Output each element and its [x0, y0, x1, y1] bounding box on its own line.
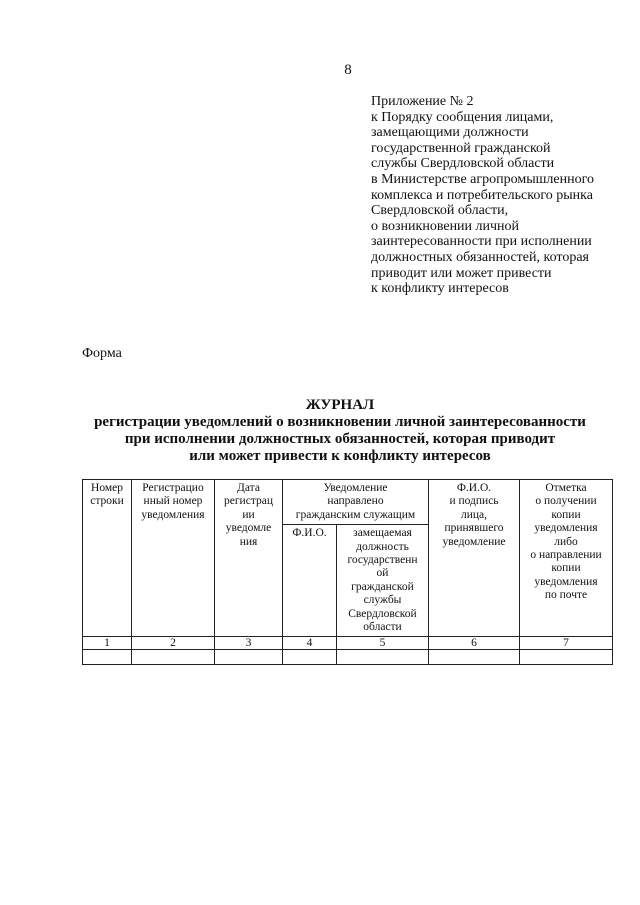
appendix-block [371, 94, 631, 297]
appendix-line: замещающими должности [371, 125, 529, 141]
header-text: копии [551, 508, 581, 521]
journal-title: ЖУРНАЛ [305, 397, 375, 413]
table-cell [520, 650, 613, 665]
table-cell [283, 650, 337, 665]
header-text: по почте [544, 589, 588, 602]
header-text: и подпись [449, 495, 499, 508]
appendix-line: к Порядку сообщения лицами, [371, 109, 554, 125]
appendix-line: в Министерстве агропромышленного [371, 171, 594, 187]
header-text: государственн [347, 554, 418, 567]
journal-subtitle-line: или может привести к конфликту интересов [189, 448, 491, 464]
appendix-line: приводит или может привести [371, 265, 552, 281]
header-text: Свердловской [348, 607, 417, 620]
header-text: уведомления [534, 522, 598, 535]
header-text: регистрац [223, 495, 273, 508]
header-sent-by-group [283, 480, 429, 525]
header-text: ии [242, 508, 255, 521]
header-text: направлено [327, 495, 384, 508]
header-text: Ф.И.О. [456, 482, 492, 494]
column-number: 5 [337, 637, 429, 650]
header-text: Номер [91, 482, 123, 494]
header-registration-number [132, 480, 215, 637]
appendix-line: должностных обязанностей, которая [371, 249, 589, 265]
header-copy-mark [520, 480, 613, 637]
column-number: 2 [132, 637, 215, 650]
column-number-row [83, 637, 613, 650]
column-number: 1 [83, 637, 132, 650]
header-text: Отметка [545, 482, 587, 494]
journal-table-wrapper [82, 479, 613, 665]
header-text: Регистрацио [142, 482, 204, 494]
header-text: гражданским служащим [295, 508, 416, 521]
header-text: либо [554, 535, 578, 548]
header-row [83, 480, 613, 525]
header-text: уведомления [534, 575, 598, 588]
header-text: о получении [535, 495, 597, 508]
table-cell [429, 650, 520, 665]
table-cell [215, 650, 283, 665]
journal-table [82, 479, 613, 665]
column-number: 4 [283, 637, 337, 650]
table-cell [83, 650, 132, 665]
appendix-line: комплекса и потребительского рынка [371, 187, 593, 203]
header-employee-position [337, 525, 429, 637]
header-text: службы [363, 594, 402, 607]
appendix-line: Приложение № 2 [371, 94, 474, 109]
journal-subtitle-line: при исполнении должностных обязанностей, которая приводит [124, 431, 556, 447]
header-text: замещаемая [353, 527, 412, 540]
journal-subtitle-line: регистрации уведомлений о возникновении личной заинтересованности [94, 414, 586, 430]
column-number: 7 [520, 637, 613, 650]
column-number: 3 [215, 637, 283, 650]
header-receiver [429, 480, 520, 637]
table-row [83, 650, 613, 665]
header-text: ой [376, 567, 389, 580]
column-number: 6 [429, 637, 520, 650]
header-text: уведомления [141, 508, 205, 521]
header-text: о направлении [530, 549, 602, 562]
appendix-line: заинтересованности при исполнении [371, 234, 592, 250]
header-text: ния [239, 535, 258, 548]
header-text: копии [551, 562, 581, 575]
appendix-line: Свердловской области, [371, 203, 509, 219]
header-registration-date [215, 480, 283, 637]
header-text: гражданской [351, 580, 414, 593]
header-text: области [363, 621, 402, 634]
header-text: принявшего [444, 522, 504, 535]
header-text: строки [90, 495, 124, 508]
header-line-number [83, 480, 132, 637]
journal-heading [40, 397, 640, 465]
page-number: 8 [344, 62, 352, 78]
header-text: Дата [237, 482, 260, 494]
appendix-line: к конфликту интересов [371, 281, 509, 297]
form-label: Форма [82, 346, 122, 361]
header-text: нный номер [143, 495, 203, 508]
appendix-line: службы Свердловской области [371, 156, 555, 172]
header-text: должность [356, 540, 409, 553]
header-text: Уведомление [323, 482, 388, 494]
table-cell [337, 650, 429, 665]
appendix-line: о возникновении личной [371, 218, 520, 234]
appendix-line: государственной гражданской [371, 140, 551, 156]
header-text: уведомление [442, 535, 506, 548]
header-text: уведомле [225, 522, 272, 535]
table-cell [132, 650, 215, 665]
header-text: Ф.И.О. [292, 527, 327, 540]
header-text: лица, [460, 508, 488, 521]
header-employee-name [283, 525, 337, 637]
